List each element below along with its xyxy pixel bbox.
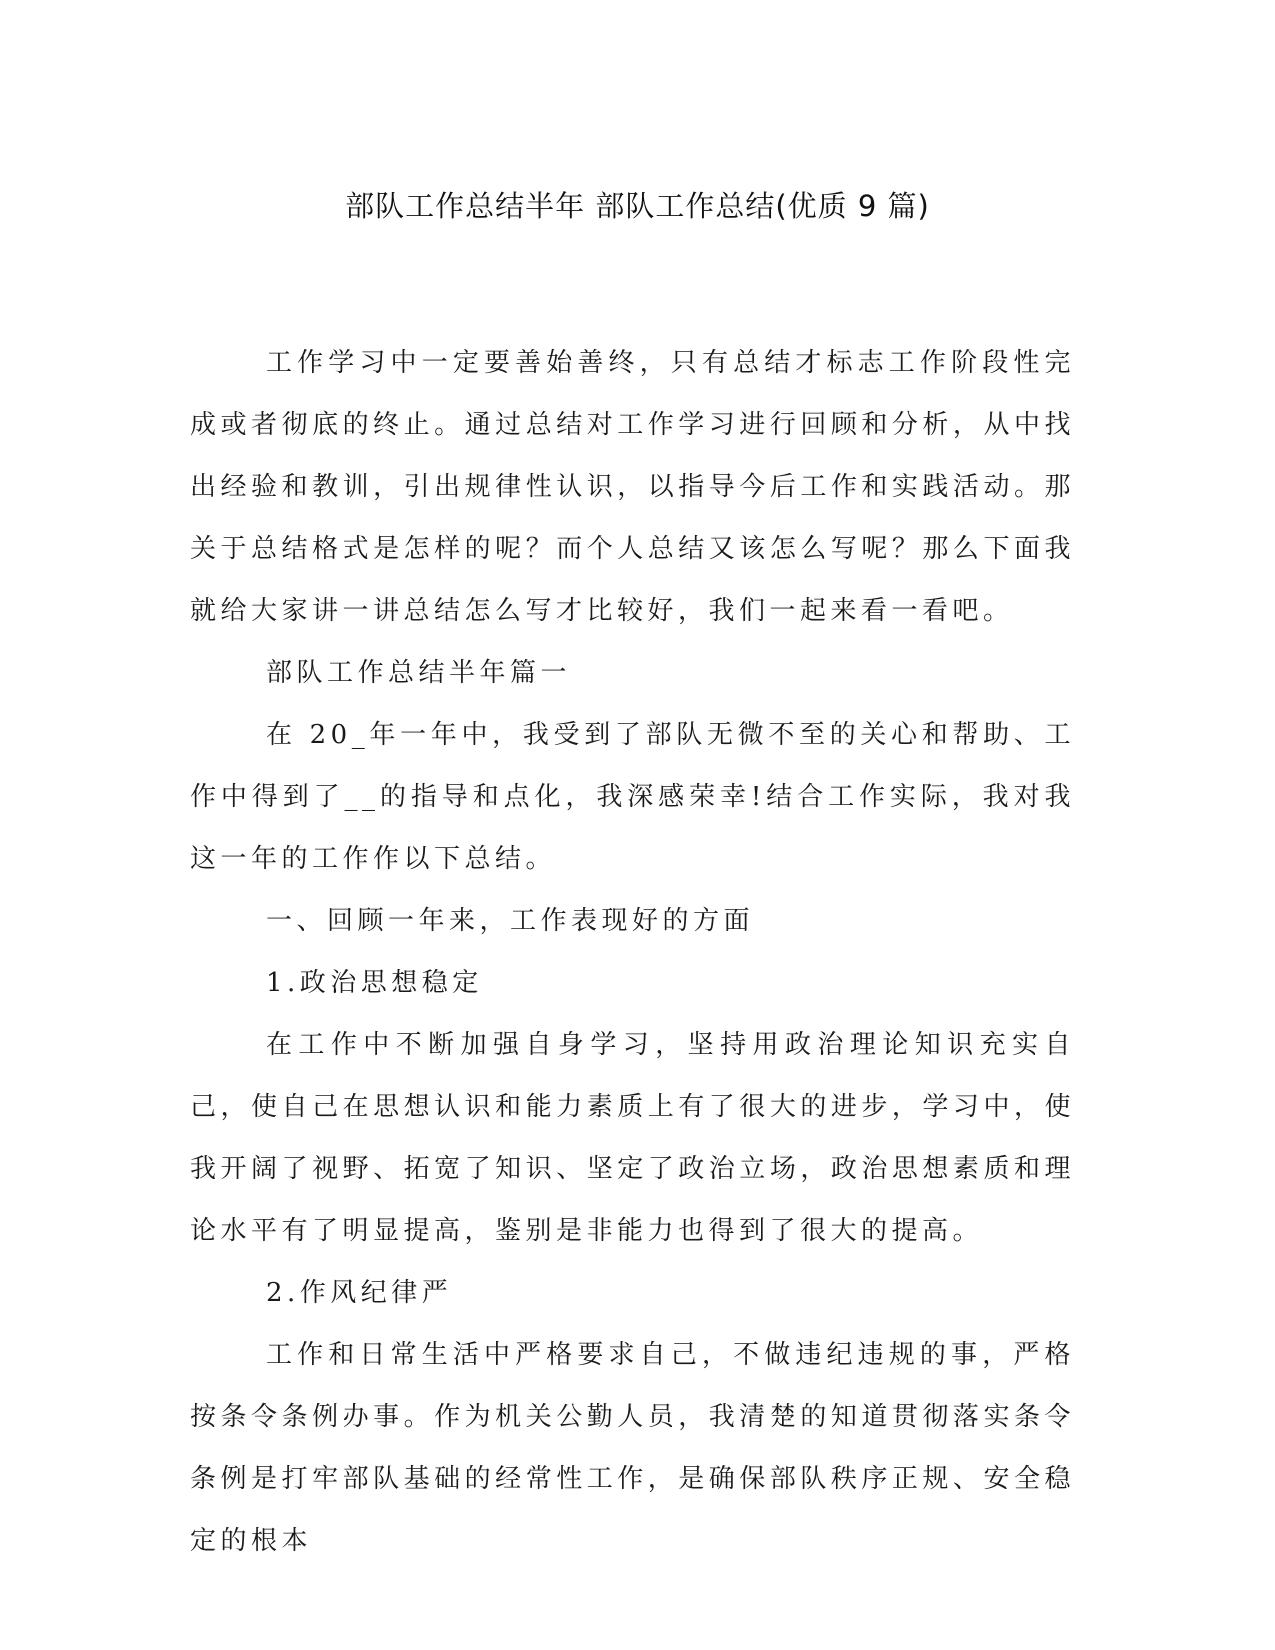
intro-paragraph: 工作学习中一定要善始善终，只有总结才标志工作阶段性完成或者彻底的终止。通过总结对工作学习进行回顾和分析，从中找出经验和教训，引出规律性认识，以指导今后工作和实践活动。那关于总结格式是怎样的呢？而个人总结又该怎么写呢？那么下面我就给大家讲一讲总结怎么写才比较好，我们一起来看一看吧。 xyxy=(190,348,1075,626)
subsection-heading: 2.作风纪律严 xyxy=(266,1278,453,1308)
subsection-heading: 1.政治思想稳定 xyxy=(266,968,483,998)
document-body xyxy=(190,332,1075,1572)
document-title: 部队工作总结半年 部队工作总结(优质 9 篇) xyxy=(345,189,930,223)
section-heading: 一、回顾一年来，工作表现好的方面 xyxy=(266,906,755,936)
section-heading-part-one: 部队工作总结半年篇一 xyxy=(266,658,572,688)
body-paragraph: 工作和日常生活中严格要求自己，不做违纪违规的事，严格按条令条例办事。作为机关公勤人员，我清楚的知道贯彻落实条令条例是打牢部队基础的经常性工作，是确保部队秩序正规、安全稳定的根本 xyxy=(190,1340,1075,1556)
body-paragraph: 在工作中不断加强自身学习，坚持用政治理论知识充实自己，使自己在思想认识和能力素质上有了很大的进步，学习中，使我开阔了视野、拓宽了知识、坚定了政治立场，政治思想素质和理论水平有了明显提高，鉴别是非能力也得到了很大的提高。 xyxy=(190,1030,1075,1246)
body-paragraph: 在 20_年一年中，我受到了部队无微不至的关心和帮助、工作中得到了__的指导和点化，我深感荣幸!结合工作实际，我对我这一年的工作作以下总结。 xyxy=(190,720,1075,874)
